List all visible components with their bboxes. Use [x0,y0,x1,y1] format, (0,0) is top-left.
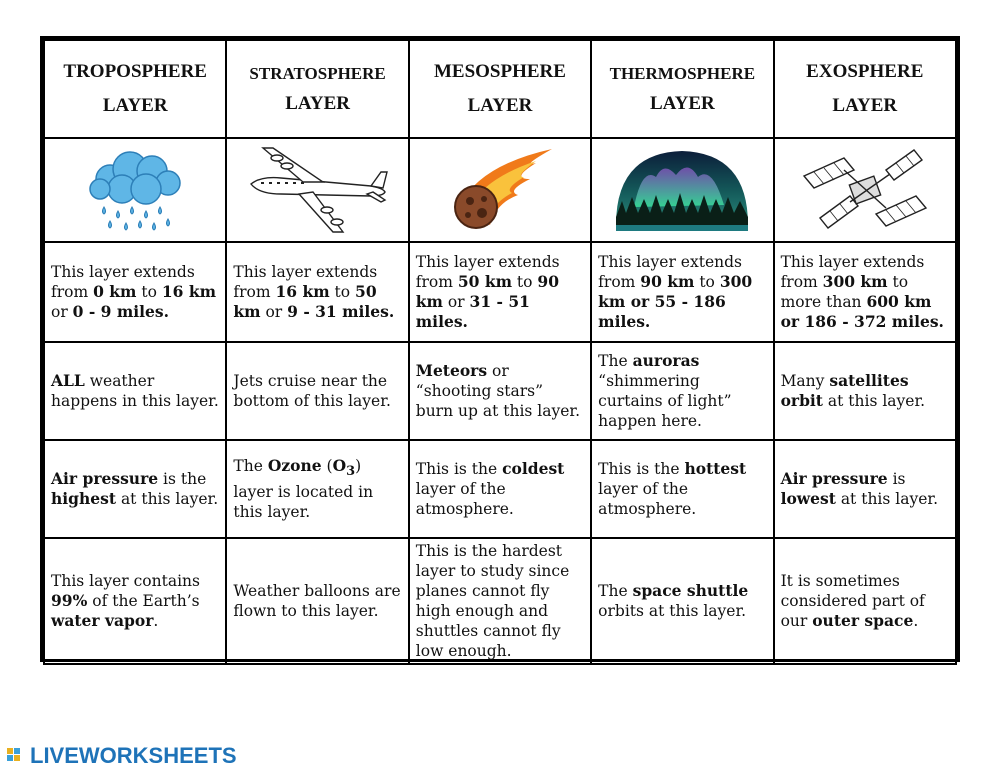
header-stratosphere [226,40,408,138]
extent-thermosphere: This layer extends from 90 km to 300 km or 55 - 186 miles. [591,242,773,342]
rain-cloud-icon [80,145,190,235]
fact3-exosphere: It is sometimes considered part of our outer space. [774,538,956,664]
fact1-troposphere: ALL weather happens in this layer. [44,342,226,440]
aurora-icon [612,147,752,233]
liveworksheets-logo-icon [6,745,28,767]
header-thermosphere [591,40,773,138]
image-cell-thermosphere [591,138,773,242]
fact3-stratosphere: Weather balloons are flown to this layer. [226,538,408,664]
extent-stratosphere: This layer extends from 16 km to 50 km or 9 - 31 miles. [226,242,408,342]
fact2-stratosphere: The Ozone $(O_3)$ layer is located in this layer. [226,440,408,538]
fact2-exosphere: Air pressure is lowest at this layer. [774,440,956,538]
layers-table [43,39,957,665]
layer-subtitle: LAYER [467,95,533,116]
image-cell-troposphere [44,138,226,242]
fact-row-3 [44,538,956,664]
layer-subtitle: LAYER [285,93,350,114]
footer-brand: LIVEWORKSHEETS [30,743,237,768]
fact2-thermosphere: This is the hottest layer of the atmosphere. [591,440,773,538]
layer-title: STRATOSPHERE [249,64,386,83]
extent-row [44,242,956,342]
fact3-mesosphere: This is the hardest layer to study since planes cannot fly high enough and shuttles cannot fly low enough. [409,538,591,664]
header-row [44,40,956,138]
layer-title: THERMOSPHERE [609,64,756,83]
fact1-thermosphere: The auroras “shimmering curtains of light” happen here. [591,342,773,440]
meteor-icon [440,145,560,235]
layer-subtitle: LAYER [832,95,898,116]
image-cell-mesosphere [409,138,591,242]
fact3-thermosphere: The space shuttle orbits at this layer. [591,538,773,664]
fact3-troposphere: This layer contains 99% of the Earth’s water vapor. [44,538,226,664]
fact1-exosphere: Many satellites orbit at this layer. [774,342,956,440]
layer-title: MESOSPHERE [433,61,566,82]
airplane-icon [243,144,393,236]
layer-subtitle: LAYER [102,95,168,116]
atmosphere-layers-sheet [40,36,960,662]
extent-troposphere: This layer extends from 0 km to 16 km or 0 - 9 miles. [44,242,226,342]
layer-title: TROPOSPHERE [63,61,207,82]
fact-row-2 [44,440,956,538]
satellite-icon [800,144,930,236]
fact-row-1 [44,342,956,440]
fact1-mesosphere: Meteors or “shooting stars” burn up at this layer. [409,342,591,440]
layer-subtitle: LAYER [649,93,715,114]
fact1-stratosphere: Jets cruise near the bottom of this layer. [226,342,408,440]
extent-mesosphere: This layer extends from 50 km to 90 km or 31 - 51 miles. [409,242,591,342]
image-row [44,138,956,242]
liveworksheets-footer[interactable] [6,744,237,768]
fact2-troposphere: Air pressure is the highest at this layer. [44,440,226,538]
fact2-mesosphere: This is the coldest layer of the atmosphere. [409,440,591,538]
header-mesosphere [409,40,591,138]
extent-exosphere: This layer extends from 300 km to more than 600 km or 186 - 372 miles. [774,242,956,342]
image-cell-stratosphere [226,138,408,242]
image-cell-exosphere [774,138,956,242]
header-troposphere [44,40,226,138]
layer-title: EXOSPHERE [806,61,924,82]
header-exosphere [774,40,956,138]
